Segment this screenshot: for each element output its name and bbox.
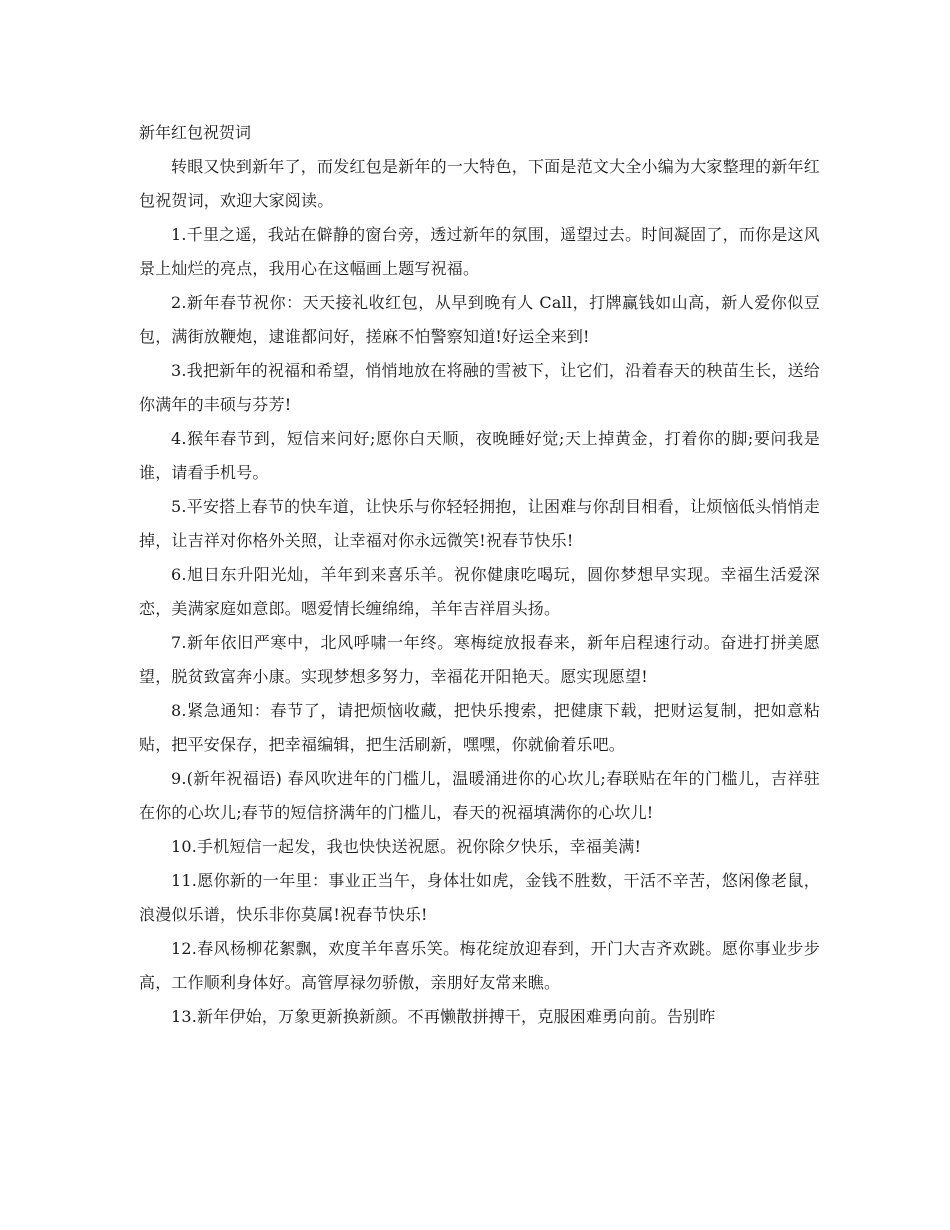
greeting-paragraph-8: 8.紧急通知：春节了，请把烦恼收藏，把快乐搜索，把健康下载，把财运复制，把如意粘贴，把平安保存，把幸福编辑，把生活刷新，嘿嘿，你就偷着乐吧。 [139,701,820,754]
greeting-paragraph-2: 2.新年春节祝你：天天接礼收红包，从早到晚有人 Call，打牌赢钱如山高，新人爱你似豆包，满街放鞭炮，逮谁都问好，搓麻不怕警察知道!好运全来到! [139,293,820,346]
greeting-paragraph-6: 6.旭日东升阳光灿，羊年到来喜乐羊。祝你健康吃喝玩，圆你梦想早实现。幸福生活爱深恋，美满家庭如意郎。嗯爱情长缠绵绵，羊年吉祥眉头扬。 [139,565,820,618]
greeting-paragraph-3: 3.我把新年的祝福和希望，悄悄地放在将融的雪被下，让它们，沿着春天的秧苗生长，送给你满年的丰硕与芬芳! [139,361,820,414]
greeting-paragraph-7: 7.新年依旧严寒中，北风呼啸一年终。寒梅绽放报春来，新年启程速行动。奋进打拼美愿望，脱贫致富奔小康。实现梦想多努力，幸福花开阳艳天。愿实现愿望! [139,633,820,686]
document-title: 新年红包祝贺词 [139,123,252,142]
greeting-paragraph-1: 1.千里之遥，我站在僻静的窗台旁，透过新年的氛围，遥望过去。时间凝固了，而你是这风景上灿烂的亮点，我用心在这幅画上题写祝福。 [139,225,820,278]
greeting-paragraph-5: 5.平安搭上春节的快车道，让快乐与你轻轻拥抱，让困难与你刮目相看，让烦恼低头悄悄走掉，让吉祥对你格外关照，让幸福对你永远微笑!祝春节快乐! [139,497,820,550]
greeting-paragraph-10: 10.手机短信一起发，我也快快送祝愿。祝你除夕快乐，幸福美满! [171,837,642,856]
greeting-paragraph-13: 13.新年伊始，万象更新换新颜。不再懒散拼搏干，克服困难勇向前。告别昨 [171,1007,716,1026]
greeting-paragraph-4: 4.猴年春节到，短信来问好;愿你白天顺，夜晚睡好觉;天上掉黄金，打着你的脚;要问我是谁，请看手机号。 [139,429,820,482]
greeting-paragraph-12: 12.春风杨柳花絮飘，欢度羊年喜乐笑。梅花绽放迎春到，开门大吉齐欢跳。愿你事业步步高，工作顺利身体好。高管厚禄勿骄傲，亲朋好友常来瞧。 [139,939,820,992]
greeting-paragraph-11: 11.愿你新的一年里：事业正当午，身体壮如虎，金钱不胜数，干活不辛苦，悠闲像老鼠，浪漫似乐谱，快乐非你莫属!祝春节快乐! [139,871,820,924]
greeting-paragraph-9: 9.(新年祝福语) 春风吹进年的门槛儿，温暖涌进你的心坎儿;春联贴在年的门槛儿，吉祥驻在你的心坎儿;春节的短信挤满年的门槛儿，春天的祝福填满你的心坎儿! [139,769,820,822]
intro-paragraph: 转眼又快到新年了，而发红包是新年的一大特色，下面是范文大全小编为大家整理的新年红包祝贺词，欢迎大家阅读。 [139,157,820,210]
